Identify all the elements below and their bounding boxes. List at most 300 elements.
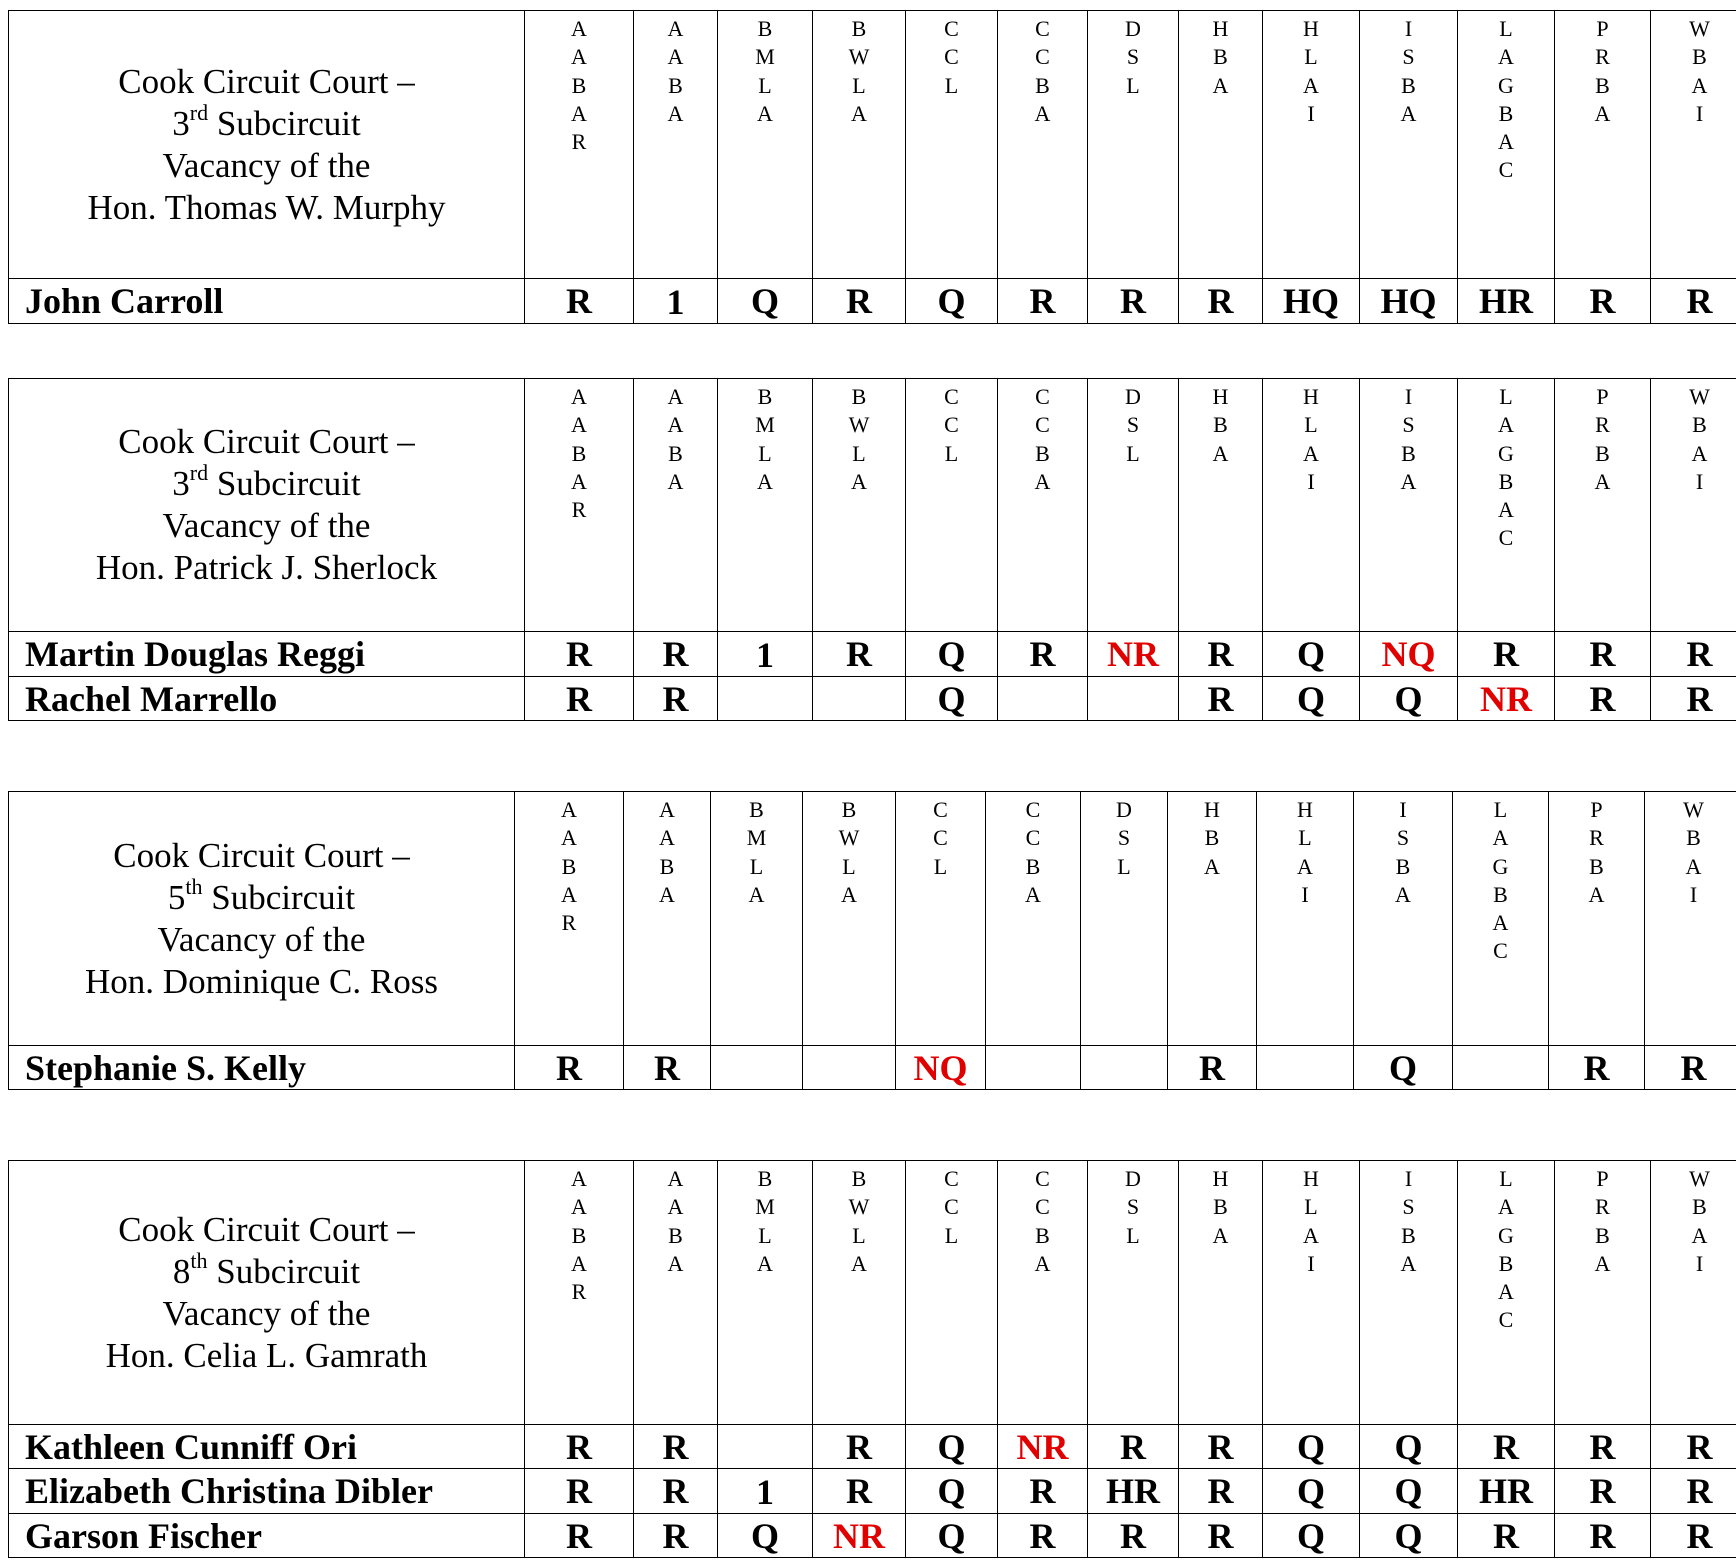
org-letter: A xyxy=(571,1250,587,1276)
org-abbreviation xyxy=(1549,796,1644,909)
org-letter: M xyxy=(755,44,775,70)
org-letter: I xyxy=(1695,468,1704,494)
org-letter: A xyxy=(1691,440,1708,466)
rating-cell: R xyxy=(998,1469,1088,1514)
org-letter: A xyxy=(561,881,577,907)
org-letter: L xyxy=(1117,853,1131,879)
org-letter: B xyxy=(1401,72,1416,98)
org-letter: A xyxy=(851,1250,867,1276)
org-letter: B xyxy=(1595,1222,1610,1248)
org-letter: M xyxy=(755,412,775,438)
org-letter: A xyxy=(757,1250,773,1276)
candidate-row xyxy=(9,1046,1736,1090)
org-abbreviation xyxy=(1263,383,1359,496)
ratings-table xyxy=(8,791,1736,1090)
org-letter: B xyxy=(851,16,867,41)
org-letter: I xyxy=(1307,100,1315,126)
org-header-aaba xyxy=(624,792,711,1046)
org-letter: C xyxy=(1035,384,1050,409)
org-letter: B xyxy=(1213,412,1228,438)
org-abbreviation xyxy=(1081,796,1167,881)
org-header-bmla xyxy=(718,1161,813,1425)
judge-name: Hon. Thomas W. Murphy xyxy=(87,187,446,227)
org-header-prba xyxy=(1555,379,1651,632)
header-row xyxy=(9,1161,1736,1425)
org-letter: L xyxy=(1126,1222,1140,1248)
org-letter: I xyxy=(1695,100,1704,126)
org-abbreviation xyxy=(998,383,1087,496)
org-letter: B xyxy=(1493,881,1508,907)
rating-cell: R xyxy=(1179,1425,1263,1469)
org-letter: A xyxy=(561,825,577,851)
rating-cell: R xyxy=(1651,677,1736,721)
org-letter: A xyxy=(1498,44,1514,70)
org-letter: A xyxy=(659,881,675,907)
org-letter: A xyxy=(571,16,587,41)
org-letter: W xyxy=(1689,1166,1710,1191)
org-abbreviation xyxy=(525,1165,633,1306)
org-letter: B xyxy=(1692,412,1707,438)
org-letter: L xyxy=(944,72,959,98)
org-letter: I xyxy=(1404,16,1413,41)
rating-cell: R xyxy=(1458,1425,1555,1469)
ordinal-suffix: th xyxy=(185,873,203,899)
org-abbreviation xyxy=(1453,796,1548,966)
org-header-ccl xyxy=(906,11,998,279)
rating-cell: R xyxy=(634,632,718,677)
rating-cell: R xyxy=(998,279,1088,324)
rating-cell: HR xyxy=(1458,1469,1555,1514)
org-letter: B xyxy=(757,384,773,409)
rating-cell: R xyxy=(998,632,1088,677)
rating-cell: R xyxy=(1651,1469,1736,1514)
org-header-lagbac xyxy=(1458,1161,1555,1425)
rating-cell xyxy=(1088,677,1179,721)
org-letter: C xyxy=(1493,938,1508,964)
org-letter: S xyxy=(1402,44,1415,70)
org-letter: I xyxy=(1404,1166,1413,1191)
rating-cell: Q xyxy=(718,279,813,324)
org-header-hlai xyxy=(1263,379,1360,632)
org-letter: W xyxy=(1689,16,1710,41)
org-letter: B xyxy=(1395,853,1411,879)
rating-cell xyxy=(986,1046,1081,1090)
rating-cell: R xyxy=(634,1514,718,1558)
court-name: Cook Circuit Court – xyxy=(118,61,415,101)
candidate-row xyxy=(9,677,1736,721)
footnote-marker: 1 xyxy=(718,632,813,677)
rating-cell: R xyxy=(1555,279,1651,324)
org-letter: A xyxy=(571,468,587,494)
candidate-name: Kathleen Cunniff Ori xyxy=(9,1425,525,1469)
org-letter: A xyxy=(1212,440,1229,466)
org-header-ccl xyxy=(896,792,986,1046)
org-abbreviation xyxy=(813,15,905,128)
org-letter: B xyxy=(1595,72,1610,98)
org-header-bmla xyxy=(718,379,813,632)
org-letter: S xyxy=(1396,825,1410,851)
org-letter: B xyxy=(757,16,773,41)
org-letter: L xyxy=(758,1222,772,1248)
org-header-isba xyxy=(1354,792,1453,1046)
rating-cell: R xyxy=(1458,1514,1555,1558)
org-letter: A xyxy=(1594,1250,1611,1276)
org-abbreviation xyxy=(1645,796,1736,909)
org-abbreviation xyxy=(1458,383,1554,553)
rating-cell xyxy=(998,677,1088,721)
judge-name: Hon. Dominique C. Ross xyxy=(85,961,438,1001)
org-abbreviation xyxy=(1179,383,1262,468)
org-abbreviation xyxy=(634,15,717,128)
header-row xyxy=(9,11,1736,279)
org-abbreviation xyxy=(1179,15,1262,100)
org-letter: B xyxy=(1692,44,1707,70)
org-header-ccl xyxy=(906,1161,998,1425)
org-letter: B xyxy=(1213,1194,1228,1220)
vacancy-label: Vacancy of the xyxy=(162,145,371,185)
org-header-aaba xyxy=(634,11,718,279)
org-letter: B xyxy=(659,853,675,879)
org-letter: L xyxy=(1126,72,1140,98)
org-letter: B xyxy=(1692,1194,1707,1220)
org-letter: B xyxy=(1589,853,1604,879)
org-header-aabar xyxy=(525,11,634,279)
org-abbreviation xyxy=(1651,1165,1736,1278)
rating-cell: R xyxy=(525,632,634,677)
rating-cell: NQ xyxy=(896,1046,986,1090)
org-abbreviation xyxy=(1651,383,1736,496)
rating-cell: NQ xyxy=(1360,632,1458,677)
org-letter: C xyxy=(1035,412,1050,438)
rating-cell: NR xyxy=(1458,677,1555,721)
rating-cell: R xyxy=(813,632,906,677)
org-letter: L xyxy=(933,853,948,879)
rating-cell: R xyxy=(1555,1469,1651,1514)
org-letter: C xyxy=(933,825,948,851)
ordinal-suffix: rd xyxy=(189,99,209,125)
org-letter: A xyxy=(667,468,684,494)
org-abbreviation xyxy=(1168,796,1256,881)
org-abbreviation xyxy=(1179,1165,1262,1250)
org-header-hba xyxy=(1179,1161,1263,1425)
org-letter: L xyxy=(842,853,856,879)
candidate-row xyxy=(9,1469,1736,1514)
org-letter: A xyxy=(1492,825,1509,851)
org-letter: S xyxy=(1402,412,1415,438)
ratings-table xyxy=(8,1160,1736,1558)
org-letter: G xyxy=(1498,72,1514,98)
candidate-name: Martin Douglas Reggi xyxy=(9,632,525,677)
org-abbreviation xyxy=(1088,383,1178,468)
org-letter: B xyxy=(1498,1250,1514,1276)
rating-cell: Q xyxy=(1263,1425,1360,1469)
org-header-hlai xyxy=(1257,792,1354,1046)
org-header-bwla xyxy=(813,1161,906,1425)
rating-cell: R xyxy=(525,677,634,721)
org-letter: A xyxy=(667,1166,684,1191)
candidate-row xyxy=(9,632,1736,677)
org-header-hba xyxy=(1179,11,1263,279)
org-letter: A xyxy=(659,797,675,822)
org-letter: L xyxy=(1304,44,1318,70)
org-abbreviation xyxy=(906,15,997,100)
org-letter: B xyxy=(668,72,683,98)
court-name: Cook Circuit Court – xyxy=(113,835,410,875)
org-letter: A xyxy=(748,881,765,907)
subcircuit-number: 5 xyxy=(167,877,186,917)
org-abbreviation xyxy=(1263,1165,1359,1278)
rating-cell: Q xyxy=(1360,677,1458,721)
org-letter: B xyxy=(1025,853,1041,879)
org-letter: A xyxy=(757,100,773,126)
court-vacancy-title xyxy=(9,792,515,1046)
org-abbreviation xyxy=(998,1165,1087,1278)
org-letter: H xyxy=(1212,1166,1229,1191)
judge-name: Hon. Celia L. Gamrath xyxy=(105,1335,428,1375)
org-letter: L xyxy=(1499,384,1513,409)
org-letter: H xyxy=(1303,16,1319,41)
org-letter: W xyxy=(838,825,860,851)
org-header-bwla xyxy=(813,379,906,632)
rating-cell: Q xyxy=(906,677,998,721)
org-letter: W xyxy=(1683,797,1704,822)
rating-cell: R xyxy=(634,1425,718,1469)
org-letter: A xyxy=(1594,100,1611,126)
org-abbreviation xyxy=(1360,1165,1457,1278)
org-letter: C xyxy=(944,384,959,409)
org-abbreviation xyxy=(986,796,1080,909)
org-letter: S xyxy=(1117,825,1131,851)
org-letter: G xyxy=(1492,853,1509,879)
org-abbreviation xyxy=(1088,15,1178,100)
org-letter: I xyxy=(1404,384,1413,409)
court-vacancy-title xyxy=(9,379,525,632)
org-abbreviation xyxy=(1257,796,1353,909)
org-letter: A xyxy=(659,825,675,851)
org-letter: B xyxy=(1213,44,1228,70)
org-letter: A xyxy=(1303,1222,1319,1248)
candidate-row xyxy=(9,1514,1736,1558)
org-header-dsl xyxy=(1081,792,1168,1046)
org-letter: B xyxy=(1035,1222,1050,1248)
org-letter: B xyxy=(1686,825,1701,851)
org-header-aabar xyxy=(525,379,634,632)
rating-cell: Q xyxy=(906,1469,998,1514)
rating-cell: R xyxy=(1179,632,1263,677)
rating-cell xyxy=(1453,1046,1549,1090)
org-abbreviation xyxy=(1360,15,1457,128)
org-letter: W xyxy=(848,412,870,438)
rating-cell: R xyxy=(1179,677,1263,721)
org-letter: I xyxy=(1307,468,1315,494)
org-letter: C xyxy=(1498,525,1514,551)
rating-cell: R xyxy=(813,279,906,324)
rating-cell: Q xyxy=(906,279,998,324)
rating-cell: R xyxy=(515,1046,624,1090)
org-letter: B xyxy=(1498,468,1514,494)
vacancy-label: Vacancy of the xyxy=(157,919,366,959)
org-header-ccba xyxy=(998,1161,1088,1425)
org-abbreviation xyxy=(906,1165,997,1250)
org-abbreviation xyxy=(1360,383,1457,496)
org-abbreviation xyxy=(1263,15,1359,128)
org-letter: A xyxy=(851,468,867,494)
header-row xyxy=(9,792,1736,1046)
rating-cell: Q xyxy=(906,632,998,677)
rating-cell xyxy=(711,1046,803,1090)
rating-cell: HQ xyxy=(1263,279,1360,324)
org-header-ccba xyxy=(998,11,1088,279)
org-abbreviation xyxy=(1555,1165,1650,1278)
org-letter: L xyxy=(758,440,772,466)
subcircuit-word: Subcircuit xyxy=(202,877,356,917)
org-abbreviation xyxy=(718,383,812,496)
org-letter: A xyxy=(571,1194,587,1220)
org-letter: A xyxy=(667,1194,684,1220)
org-abbreviation xyxy=(1555,15,1650,128)
org-letter: B xyxy=(851,1166,867,1191)
org-abbreviation xyxy=(1354,796,1452,909)
rating-cell: R xyxy=(525,1425,634,1469)
org-letter: P xyxy=(1596,16,1609,41)
org-abbreviation xyxy=(1651,15,1736,128)
org-letter: H xyxy=(1297,797,1313,822)
org-letter: M xyxy=(755,1194,775,1220)
org-letter: B xyxy=(1498,100,1514,126)
org-letter: A xyxy=(571,44,587,70)
candidate-row xyxy=(9,279,1736,324)
candidate-name: Elizabeth Christina Dibler xyxy=(9,1469,525,1514)
org-header-ccba xyxy=(998,379,1088,632)
org-letter: B xyxy=(668,440,683,466)
org-header-prba xyxy=(1555,11,1651,279)
org-letter: L xyxy=(758,72,772,98)
org-letter: C xyxy=(944,412,959,438)
org-header-hba xyxy=(1179,379,1263,632)
rating-cell: Q xyxy=(1360,1469,1458,1514)
org-letter: A xyxy=(1303,72,1319,98)
org-letter: I xyxy=(1301,881,1309,907)
org-letter: I xyxy=(1695,1250,1704,1276)
org-letter: C xyxy=(944,1166,959,1191)
org-letter: W xyxy=(848,44,870,70)
rating-cell: NR xyxy=(998,1425,1088,1469)
ratings-table xyxy=(8,10,1736,324)
org-header-ccba xyxy=(986,792,1081,1046)
org-letter: B xyxy=(1595,440,1610,466)
org-letter: A xyxy=(1498,1279,1514,1305)
ratings-table xyxy=(8,378,1736,721)
org-header-wbai xyxy=(1651,379,1736,632)
org-letter: A xyxy=(571,100,587,126)
subcircuit-word: Subcircuit xyxy=(207,1251,361,1291)
rating-cell: Q xyxy=(1263,632,1360,677)
org-letter: C xyxy=(944,1194,959,1220)
org-letter: D xyxy=(1125,1166,1141,1191)
org-header-lagbac xyxy=(1458,11,1555,279)
org-header-bwla xyxy=(803,792,896,1046)
rating-cell: R xyxy=(1179,1514,1263,1558)
org-letter: D xyxy=(1116,797,1132,822)
org-letter: L xyxy=(749,853,764,879)
org-letter: B xyxy=(851,384,867,409)
org-letter: A xyxy=(1588,881,1605,907)
org-letter: L xyxy=(1126,440,1140,466)
subcircuit-word: Subcircuit xyxy=(208,464,361,503)
org-letter: B xyxy=(1401,440,1416,466)
org-header-lagbac xyxy=(1453,792,1549,1046)
org-letter: D xyxy=(1125,384,1141,409)
judge-name: Hon. Patrick J. Sherlock xyxy=(95,548,438,587)
org-letter: L xyxy=(1304,412,1318,438)
org-letter: W xyxy=(848,1194,870,1220)
org-header-wbai xyxy=(1645,792,1736,1046)
candidate-name: Garson Fischer xyxy=(9,1514,525,1558)
org-letter: R xyxy=(561,910,577,936)
rating-cell: R xyxy=(1651,1425,1736,1469)
org-letter: A xyxy=(1594,468,1611,494)
org-letter: R xyxy=(1589,825,1604,851)
org-letter: C xyxy=(944,16,959,41)
rating-cell: R xyxy=(1458,632,1555,677)
org-abbreviation xyxy=(1555,383,1650,496)
header-row xyxy=(9,379,1736,632)
org-letter: P xyxy=(1596,384,1609,409)
org-letter: A xyxy=(1204,853,1220,879)
rating-cell: Q xyxy=(1263,677,1360,721)
org-letter: A xyxy=(1395,881,1411,907)
org-letter: A xyxy=(1691,72,1708,98)
rating-cell: R xyxy=(525,279,634,324)
org-letter: B xyxy=(561,853,577,879)
org-letter: A xyxy=(757,468,773,494)
org-letter: W xyxy=(1689,384,1710,409)
rating-cell: NR xyxy=(813,1514,906,1558)
rating-cell: R xyxy=(634,1469,718,1514)
rating-cell: R xyxy=(1088,279,1179,324)
org-letter: A xyxy=(667,412,684,438)
rating-cell: R xyxy=(1179,1469,1263,1514)
rating-cell: R xyxy=(624,1046,711,1090)
vacancy-label: Vacancy of the xyxy=(162,506,371,545)
rating-cell: R xyxy=(634,677,718,721)
org-abbreviation xyxy=(711,796,802,909)
org-letter: C xyxy=(1498,1307,1514,1333)
org-letter: A xyxy=(1685,853,1702,879)
org-letter: A xyxy=(1400,468,1417,494)
rating-cell xyxy=(813,677,906,721)
org-letter: S xyxy=(1402,1194,1415,1220)
rating-cell: NR xyxy=(1088,632,1179,677)
court-vacancy-title xyxy=(9,11,525,279)
org-letter: C xyxy=(944,44,959,70)
org-letter: A xyxy=(1400,1250,1417,1276)
org-header-hba xyxy=(1168,792,1257,1046)
org-letter: C xyxy=(1035,16,1050,41)
org-header-ccl xyxy=(906,379,998,632)
rating-cell xyxy=(718,1425,813,1469)
org-abbreviation xyxy=(624,796,710,909)
org-letter: A xyxy=(571,384,587,409)
subcircuit-label xyxy=(9,873,514,919)
org-letter: A xyxy=(571,1166,587,1191)
org-header-wbai xyxy=(1651,1161,1736,1425)
org-header-aaba xyxy=(634,1161,718,1425)
org-letter: I xyxy=(1307,1250,1315,1276)
rating-cell: R xyxy=(1555,677,1651,721)
org-header-lagbac xyxy=(1458,379,1555,632)
org-header-isba xyxy=(1360,1161,1458,1425)
